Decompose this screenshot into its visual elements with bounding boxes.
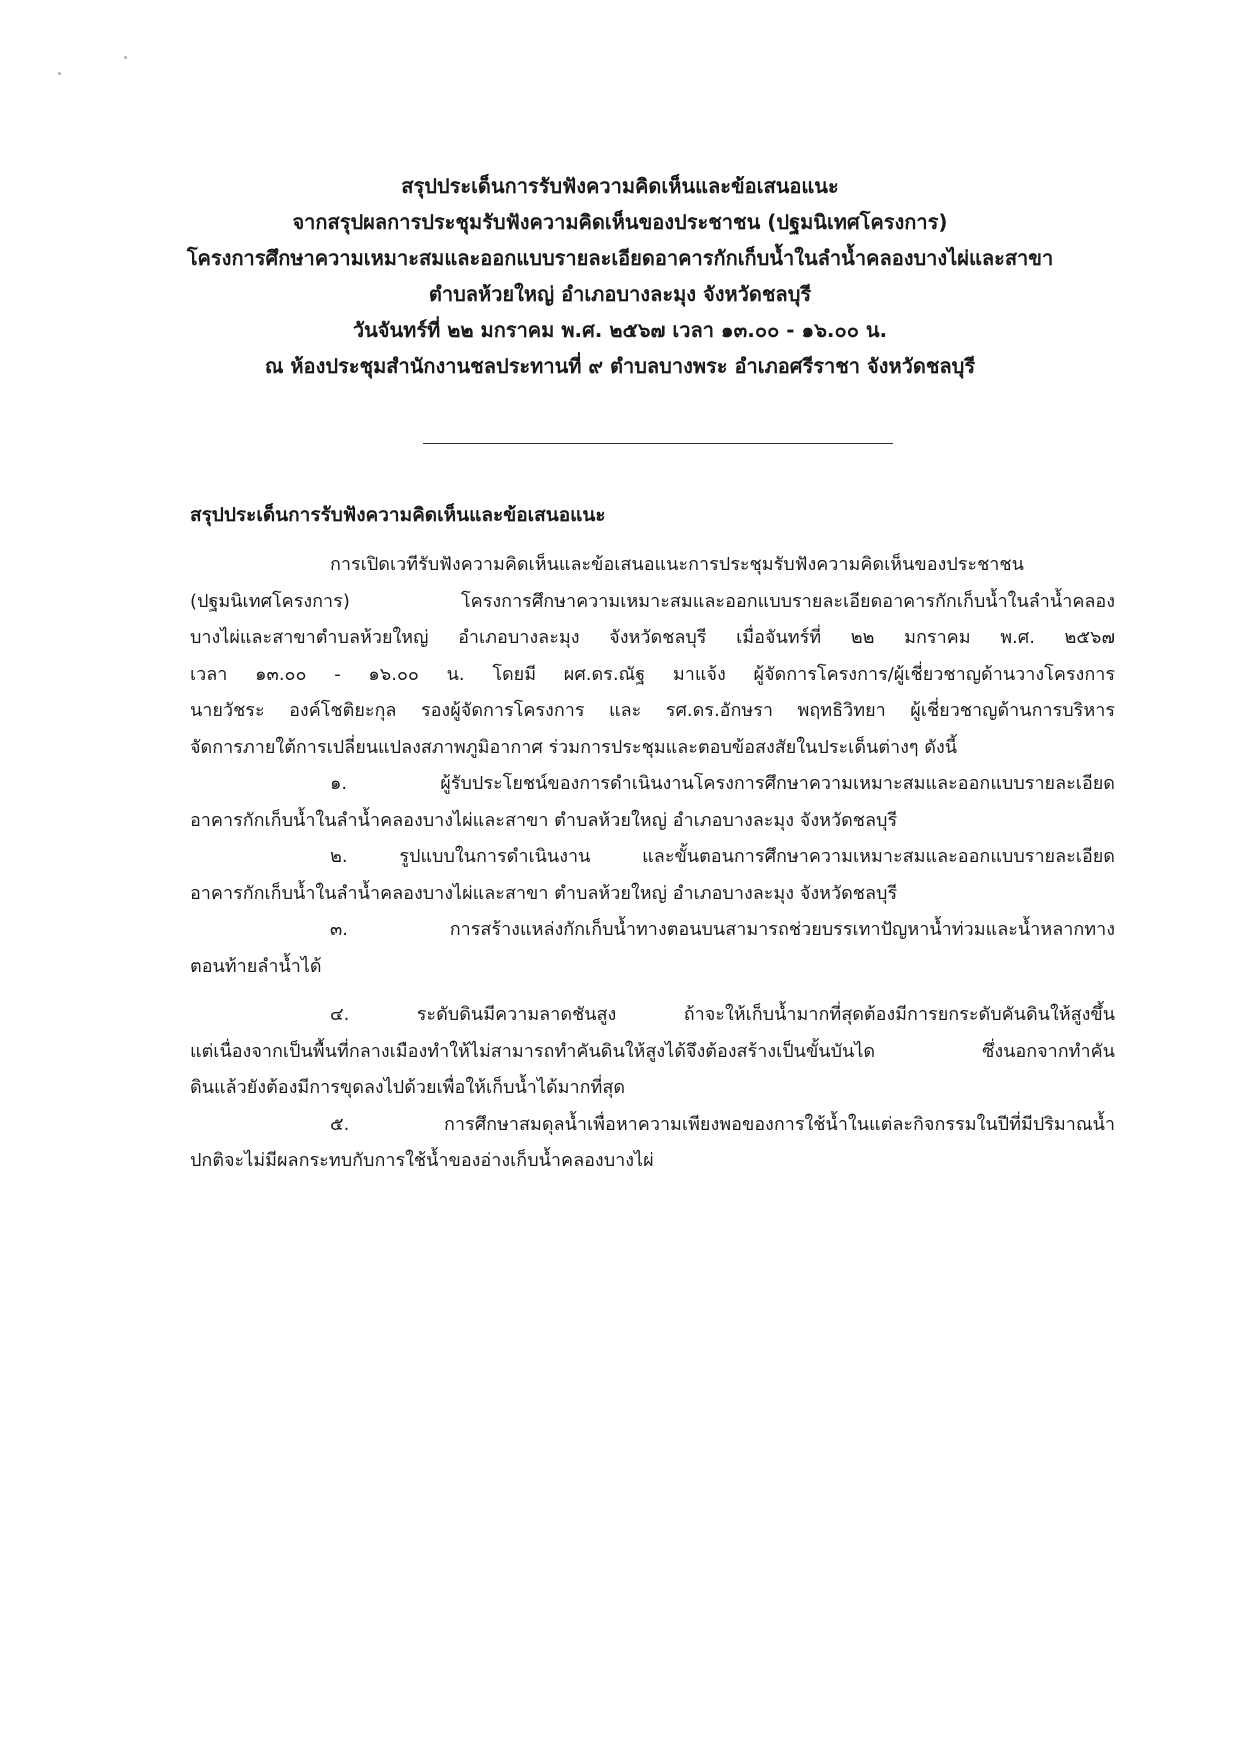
header-title: สรุปประเด็นการรับฟังความคิดเห็นและข้อเสนอแนะ <box>401 174 839 198</box>
header-location: ตำบลห้วยใหญ่ อำเภอบางละมุง จังหวัดชลบุรี <box>428 282 812 306</box>
list-item <box>190 997 1115 1107</box>
header-divider <box>423 443 893 444</box>
list-item-line: ๑. ผู้รับประโยชน์ของการดำเนินงานโครงการศึกษาความเหมาะสมและออกแบบรายละเอียด <box>330 773 1115 794</box>
list-item-line: ๓. การสร้างแหล่งกักเก็บน้ำทางตอนบนสามารถช่วยบรรเทาปัญหาน้ำท่วมและน้ำหลากทาง <box>330 919 1115 940</box>
list-item <box>190 1107 1115 1180</box>
intro-paragraph <box>190 547 1115 766</box>
list-item-line: อาคารกักเก็บน้ำในลำน้ำคลองบางไผ่และสาขา ตำบลห้วยใหญ่ อำเภอบางละมุง จังหวัดชลบุรี <box>190 809 898 831</box>
list-item-line: ๕. การศึกษาสมดุลน้ำเพื่อหาความเพียงพอของการใช้น้ำในแต่ละกิจกรรมในปีที่มีปริมาณน้ำ <box>330 1113 1115 1135</box>
scan-speck <box>58 72 61 75</box>
document-header <box>160 168 1080 384</box>
list-item-line: แต่เนื่องจากเป็นพื้นที่กลางเมืองทำให้ไม่สามารถทำคันดินให้สูงได้จึงต้องสร้างเป็นขั้นบันได ซึ่งนอกจากทำคัน <box>190 1040 1115 1062</box>
list-item <box>190 912 1115 985</box>
header-date-time: วันจันทร์ที่ ๒๒ มกราคม พ.ศ. ๒๕๖๗ เวลา ๑๓.๐๐ - ๑๖.๐๐ น. <box>352 318 888 342</box>
header-project-name: โครงการศึกษาความเหมาะสมและออกแบบรายละเอียดอาคารกักเก็บน้ำในลำน้ำคลองบางไผ่และสาขา <box>186 246 1054 270</box>
header-venue: ณ ห้องประชุมสำนักงานชลประทานที่ ๙ ตำบลบางพระ อำเภอศรีราชา จังหวัดชลบุรี <box>264 354 976 378</box>
paragraph-line: นายวัชระ องค์โชติยะกุล รองผู้จัดการโครงการ และ รศ.ดร.อักษรา พฤทธิวิทยา ผู้เชี่ยวชาญด้านการบริหาร <box>190 700 1115 721</box>
list-item <box>190 839 1115 912</box>
list-item-line: ตอนท้ายลำน้ำได้ <box>190 955 322 977</box>
list-item-line: ๔. ระดับดินมีความลาดชันสูง ถ้าจะให้เก็บน้ำมากที่สุดต้องมีการยกระดับคันดินให้สูงขึ้น <box>330 1004 1115 1025</box>
section-heading: สรุปประเด็นการรับฟังความคิดเห็นและข้อเสนอแนะ <box>190 504 606 526</box>
list-item-line: ดินแล้วยังต้องมีการขุดลงไปด้วยเพื่อให้เก็บน้ำได้มากที่สุด <box>190 1077 626 1098</box>
paragraph-line: (ปฐมนิเทศโครงการ) โครงการศึกษาความเหมาะสมและออกแบบรายละเอียดอาคารกักเก็บน้ำในลำน้ำคลอง <box>190 590 1115 612</box>
paragraph-line: เวลา ๑๓.๐๐ - ๑๖.๐๐ น. โดยมี ผศ.ดร.ณัฐ มาแจ้ง ผู้จัดการโครงการ/ผู้เชี่ยวชาญด้านวางโครงการ <box>190 663 1115 685</box>
header-subtitle: จากสรุปผลการประชุมรับฟังความคิดเห็นของประชาชน (ปฐมนิเทศโครงการ) <box>292 210 948 234</box>
list-item <box>190 766 1115 839</box>
paragraph-gap <box>190 985 1115 997</box>
list-item-line: ปกติจะไม่มีผลกระทบกับการใช้น้ำของอ่างเก็บน้ำคลองบางไผ่ <box>190 1150 654 1171</box>
paragraph-line: จัดการภายใต้การเปลี่ยนแปลงสภาพภูมิอากาศ ร่วมการประชุมและตอบข้อสงสัยในประเด็นต่างๆ ดังนี้ <box>190 736 958 758</box>
list-item-line: ๒. รูปแบบในการดำเนินงาน และขั้นตอนการศึกษาความเหมาะสมและออกแบบรายละเอียด <box>330 846 1115 867</box>
document-body <box>190 547 1115 1180</box>
paragraph-line: บางไผ่และสาขาตำบลห้วยใหญ่ อำเภอบางละมุง จังหวัดชลบุรี เมื่อจันทร์ที่ ๒๒ มกราคม พ.ศ. ๒๕๖๗ <box>190 627 1115 648</box>
list-item-line: อาคารกักเก็บน้ำในลำน้ำคลองบางไผ่และสาขา ตำบลห้วยใหญ่ อำเภอบางละมุง จังหวัดชลบุรี <box>190 882 898 904</box>
paragraph-line: การเปิดเวทีรับฟังความคิดเห็นและข้อเสนอแนะการประชุมรับฟังความคิดเห็นของประชาชน <box>330 554 1024 575</box>
scan-speck <box>124 56 127 59</box>
